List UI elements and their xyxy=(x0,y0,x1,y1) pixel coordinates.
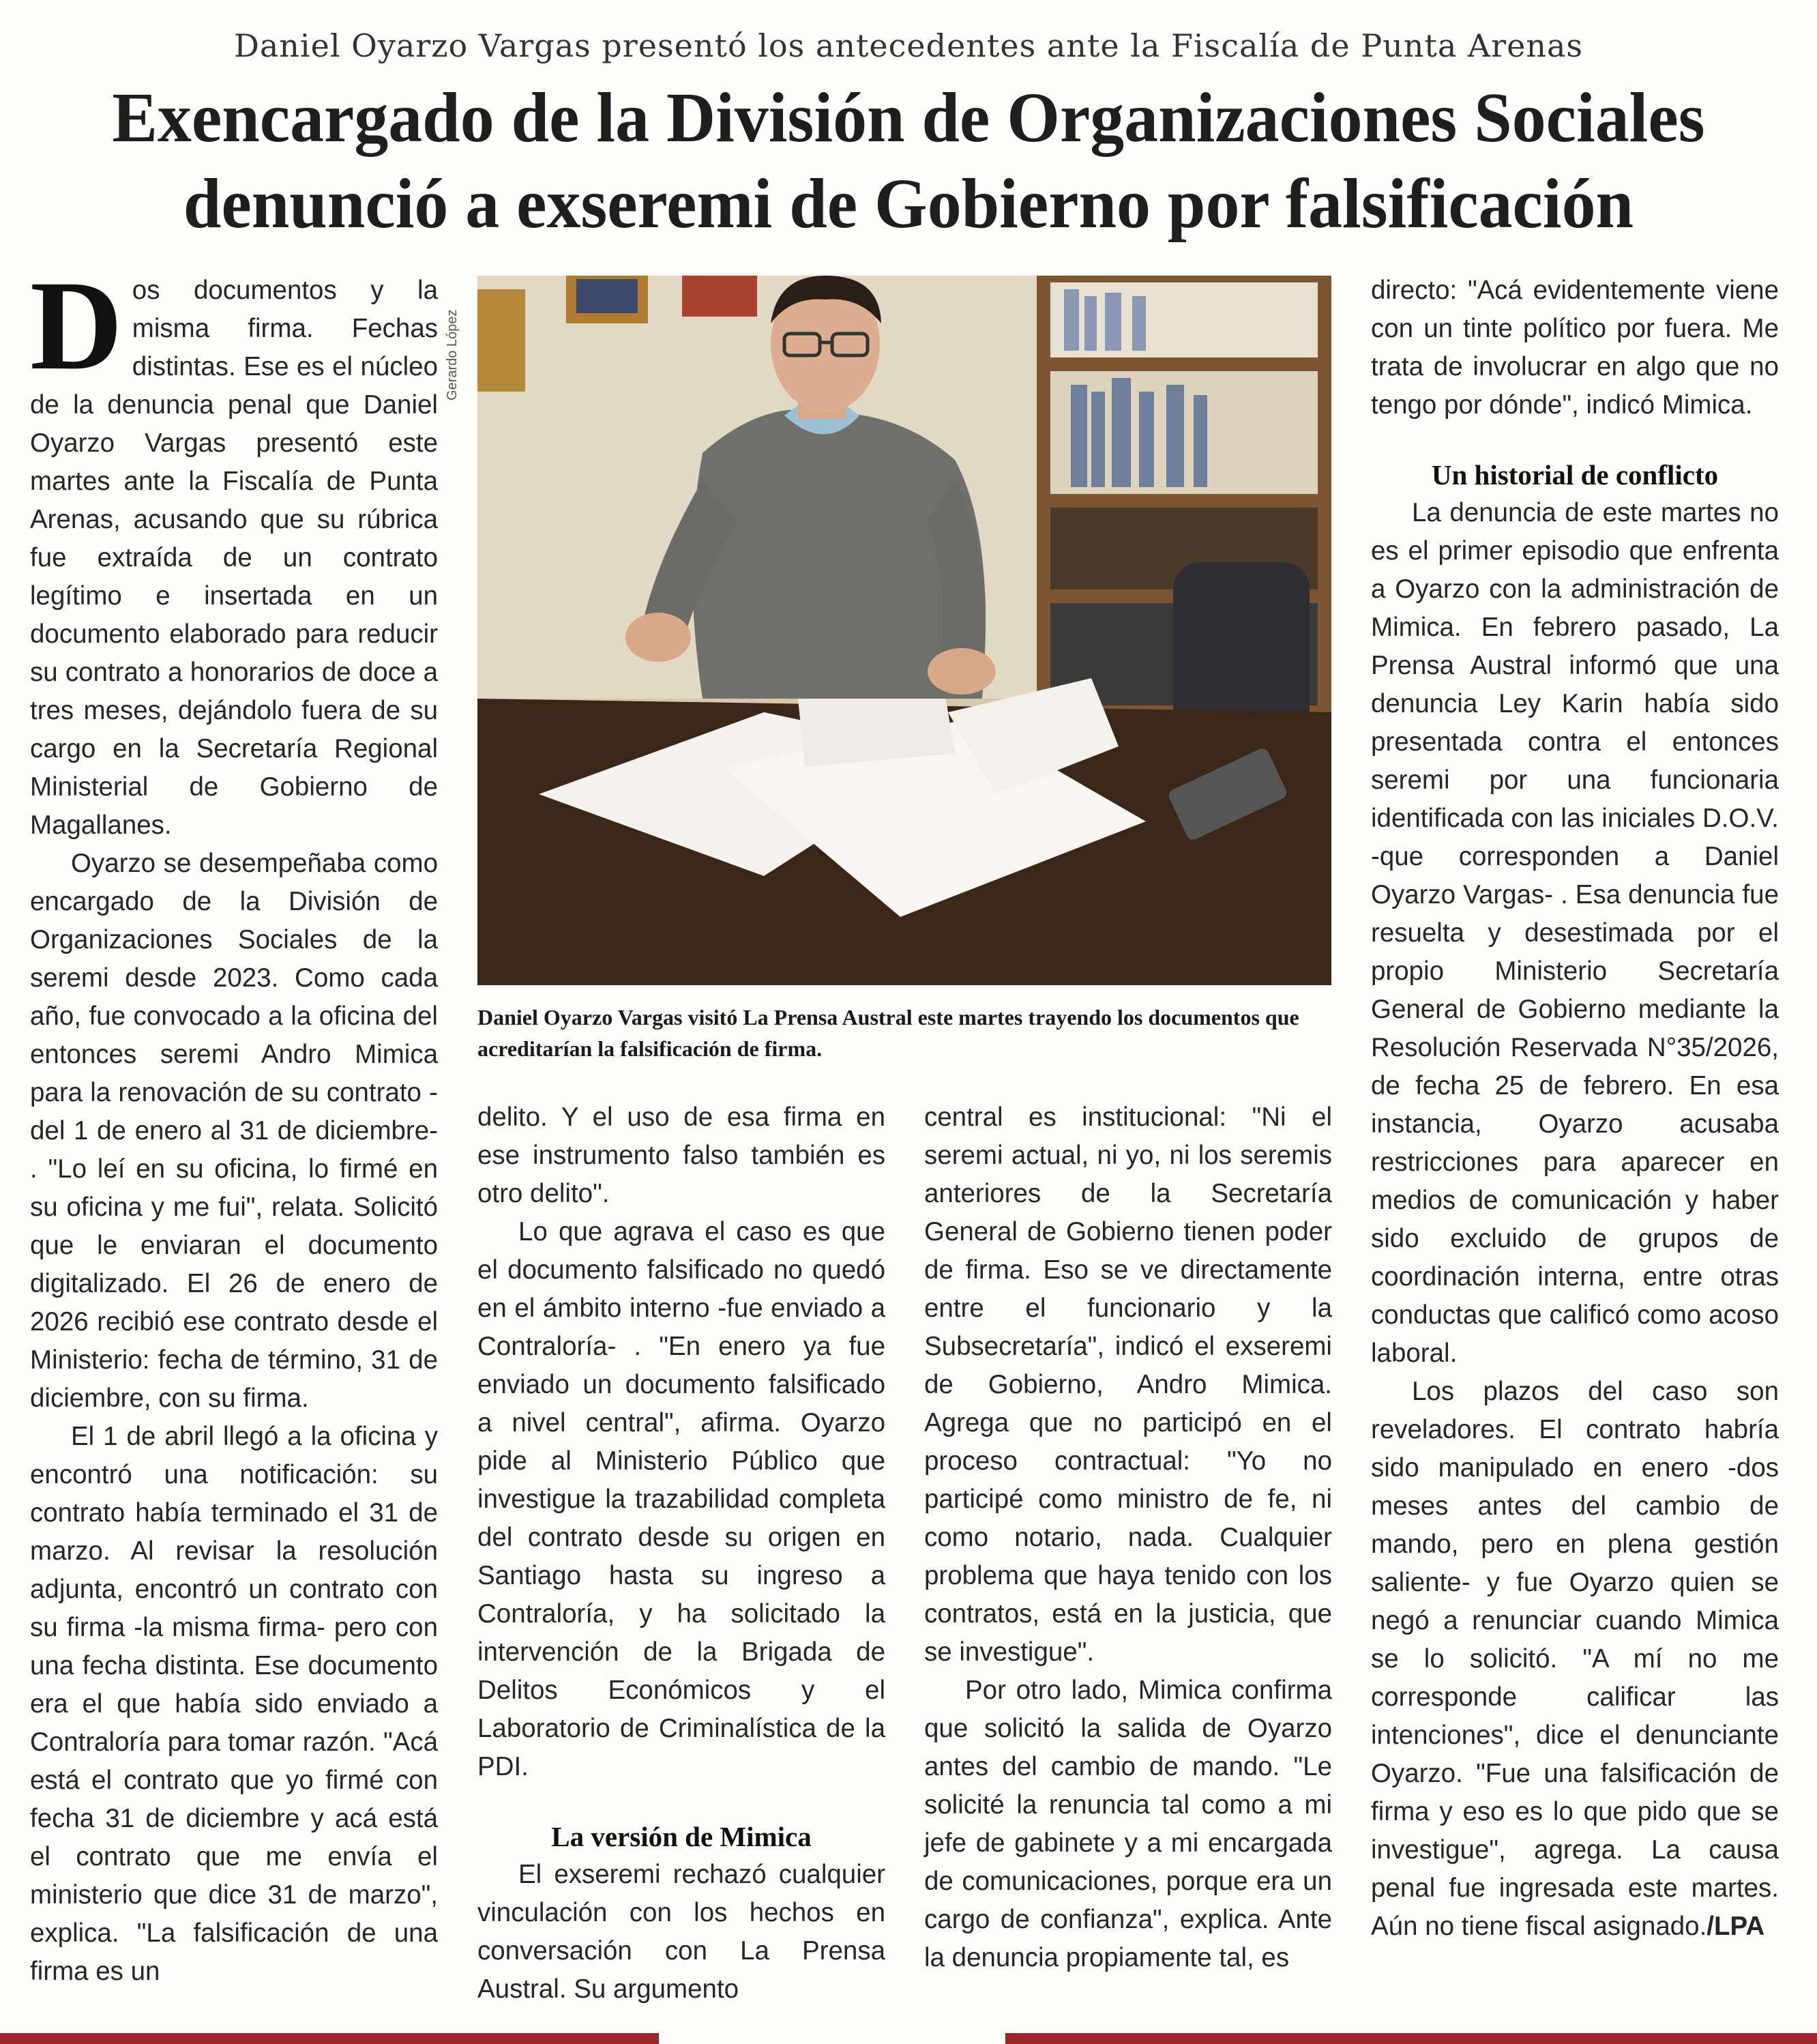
article-column-3 xyxy=(924,1098,1332,2013)
photo-credit: Gerardo López xyxy=(445,309,460,400)
paragraph xyxy=(30,254,438,845)
photo-caption: Daniel Oyarzo Vargas visitó La Prensa Austral este martes trayendo los documentos que acreditarían la falsificación de firma. xyxy=(477,1005,1299,1061)
paragraph: Por otro lado, Mimica confirma que solicitó la salida de Oyarzo antes del cambio de mando. "Le solicité la renuncia tal como a mi jefe de gabinete y a mi encargada de comunicaciones, porque era un cargo de confianza", explica. Ante la denuncia propiamente tal, es xyxy=(924,1676,1332,1972)
subheading: Un historial de conflicto xyxy=(1431,459,1719,491)
article-column-1 xyxy=(30,254,438,2011)
drop-cap: D xyxy=(30,254,123,396)
paragraph: La denuncia de este martes no es el primer episodio que enfrenta a Oyarzo con la administración de Mimica. En febrero pasado, La Prensa Austral informó que una denuncia Ley Karin había sido presentada contra el entonces seremi por una funcionaria identificada con las iniciales D.O.V. -que corresponden a Daniel Oyarzo Vargas- . Esa denuncia fue resuelta y desestimada por el propio Ministerio Secretaría General de Gobierno mediante la Resolución Reservada N°35/2026, de fecha 25 de febrero. En esa instancia, Oyarzo acusaba restricciones para aparecer en medios de comunicación y haber sido excluido de grupos de coordinación interna, entre otras conductas que calificó como acoso laboral. xyxy=(1371,498,1779,1368)
paragraph: central es institucional: "Ni el seremi actual, ni yo, ni los seremis anteriores de la Secretaría General de Gobierno tienen poder de firma. Eso se ve directamente entre el funcionario y la Subsecretaría", indicó el exseremi de Gobierno, Andro Mimica. Agrega que no participó en el proceso contractual: "Yo no participé como ministro de fe, ni como notario, nada. Cualquier problema que haya tenido con los contratos, está en la justicia, que se investigue". xyxy=(924,1103,1332,1667)
kicker: Daniel Oyarzo Vargas presentó los antecedentes ante la Fiscalía de Punta Arenas xyxy=(233,27,1584,64)
article-column-2 xyxy=(477,1098,885,2013)
bottom-rule-right xyxy=(1005,2033,1817,2044)
paragraph: Oyarzo se desempeñaba como encargado de la División de Organizaciones Sociales de la seremi desde 2023. Como cada año, fue convocado a la oficina del entonces seremi Andro Mimica para la renovación de su contrato -del 1 de enero al 31 de diciembre- . "Lo leí en su oficina, lo firmé en su oficina y me fui", relata. Solicitó que le enviaran el documento digitalizado. El 26 de enero de 2026 recibió ese contrato desde el Ministerio: fecha de término, 31 de diciembre, con su firma. xyxy=(30,849,438,1413)
paragraph: directo: "Acá evidentemente viene con un tinte político por fuera. Me trata de involucrar en algo que no tengo por dónde", indicó Mimica. xyxy=(1371,276,1779,420)
paragraph: Lo que agrava el caso es que el documento falsificado no quedó en el ámbito interno -fue enviado a Contraloría- . "En enero ya fue enviado un documento falsificado a nivel central", afirma. Oyarzo pide al Ministerio Público que investigue la trazabilidad completa del contrato desde su origen en Santiago hasta su ingreso a Contraloría, y ha solicitado la intervención de la Brigada de Delitos Económicos y el Laboratorio de Criminalística de la PDI. xyxy=(477,1217,885,1781)
headline-line-1: Exencargado de la División de Organizaciones Sociales xyxy=(112,78,1705,157)
photo-illustration xyxy=(477,276,1331,985)
subheading: La versión de Mimica xyxy=(551,1821,812,1852)
headline xyxy=(36,75,1780,247)
signature: /LPA xyxy=(1707,1912,1765,1941)
paragraph xyxy=(1371,1373,1779,1946)
paragraph: El exseremi rechazó cualquier vinculación con los hechos en conversación con La Prensa Austral. Su argumento xyxy=(477,1860,885,2004)
paragraph-text: Los plazos del caso son reveladores. El contrato habría sido manipulado en enero -dos meses antes del cambio de mando, pero en plena gestión saliente- y fue Oyarzo quien se negó a renunciar cuando Mimica se lo solicitó. "A mí no me corresponde calificar las intenciones", dice el denunciante Oyarzo. "Fue una falsificación de firma y eso es lo que pido que se investigue", agrega. La causa penal fue ingresada este martes. Aún no tiene fiscal asignado. xyxy=(1371,1377,1779,1941)
article-column-4 xyxy=(1371,272,1779,2011)
paragraph: delito. Y el uso de esa firma en ese instrumento falso también es otro delito". xyxy=(477,1103,885,1208)
headline-line-2: denunció a exseremi de Gobierno por falsificación xyxy=(183,164,1634,243)
paragraph: El 1 de abril llegó a la oficina y encontró una notificación: su contrato había terminado el 31 de marzo. Al revisar la resolución adjunta, encontró un contrato con su firma -la misma firma- pero con una fecha distinta. Ese documento era el que había sido enviado a Contraloría para tomar razón. "Acá está el contrato que yo firmé con fecha 31 de diciembre y acá está el contrato que me envía el ministerio que dice 31 de marzo", explica. "La falsificación de una firma es un xyxy=(30,1422,438,1986)
bottom-rule-left xyxy=(0,2033,659,2044)
article-photo xyxy=(477,276,1331,985)
lead-text: os documentos y la misma firma. Fechas distintas. Ese es el núcleo de la denuncia penal que Daniel Oyarzo Vargas presentó este martes ante la Fiscalía de Punta Arenas, acusando que su rúbrica fue extraída de un contrato legítimo e insertada en un documento elaborado para reducir su contrato a honorarios de doce a tres meses, dejándolo fuera de su cargo en la Secretaría Regional Ministerial de Gobierno de Magallanes. xyxy=(30,276,438,840)
